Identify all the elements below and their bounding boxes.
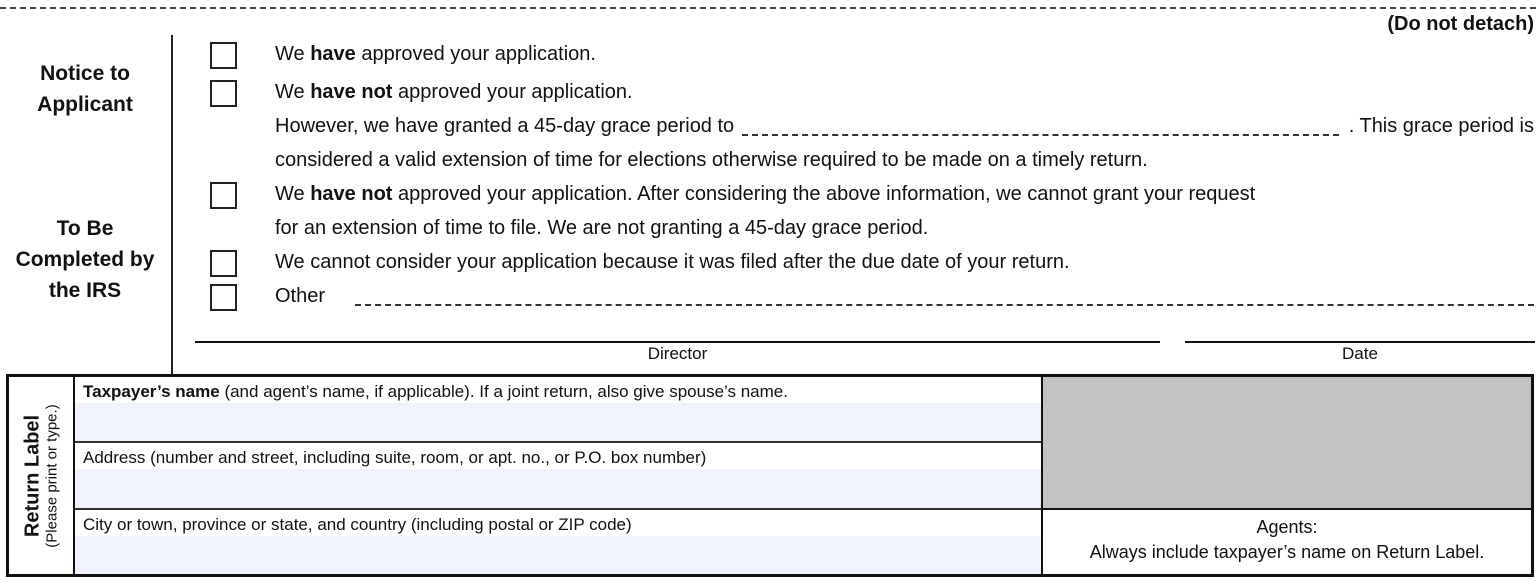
option-not-approved-no-grace-continuation: for an extension of time to file. We are not granting a 45-day grace period. <box>275 217 929 239</box>
date-signature-label: Date <box>1342 344 1378 363</box>
date-signature-line[interactable] <box>1185 341 1535 343</box>
option-cannot-consider <box>210 245 1534 279</box>
taxpayer-name-row <box>75 377 1041 441</box>
option-not-approved-no-grace <box>210 177 1534 245</box>
option-have-approved <box>210 37 1534 71</box>
option-have-approved-text: We have approved your application. <box>275 43 596 65</box>
return-label-right-column <box>1043 377 1531 574</box>
other-reason-blank[interactable] <box>355 304 1534 306</box>
return-label-fields <box>75 377 1043 574</box>
return-label-title: Return Label <box>21 414 44 537</box>
return-label-sidebar <box>9 377 75 574</box>
checkbox-not-approved-no-grace[interactable] <box>210 182 237 209</box>
agents-title: Agents: <box>1256 517 1318 537</box>
address-label: Address (number and street, including suite, room, or apt. no., or P.O. box number) <box>75 443 1041 469</box>
detach-separator-line <box>0 7 1536 9</box>
director-signature-line[interactable] <box>195 341 1160 343</box>
address-input[interactable] <box>75 469 1041 507</box>
grace-period-recipient-blank[interactable] <box>742 134 1339 136</box>
address-row <box>75 441 1041 507</box>
notice-checkbox-list <box>210 37 1534 313</box>
option-cannot-consider-text: We cannot consider your application because it was filed after the due date of your return. <box>275 251 1070 273</box>
to-be-completed-by-irs-label: To Be Completed by the IRS <box>15 217 155 302</box>
director-signature-label: Director <box>647 344 708 363</box>
checkbox-cannot-consider[interactable] <box>210 250 237 277</box>
city-input[interactable] <box>75 536 1041 574</box>
notice-to-applicant-label: Notice to Applicant <box>37 62 133 116</box>
other-label: Other <box>275 285 326 307</box>
do-not-detach-label: (Do not detach) <box>1387 13 1534 35</box>
checkbox-not-approved-grace[interactable] <box>210 80 237 107</box>
option-other <box>210 279 1534 313</box>
grace-period-line: However, we have granted a 45-day grace period to . This grace period is <box>275 115 1534 137</box>
checkbox-other[interactable] <box>210 284 237 311</box>
city-label: City or town, province or state, and country (including postal or ZIP code) <box>75 510 1041 536</box>
grace-period-continuation: considered a valid extension of time for elections otherwise required to be made on a timely return. <box>275 149 1148 171</box>
return-label-subtitle: (Please print or type.) <box>43 403 61 548</box>
agents-note: Always include taxpayer’s name on Return Label. <box>1089 542 1485 562</box>
option-not-approved-grace-text: We have not approved your application. <box>275 81 633 103</box>
agents-note-box <box>1043 510 1531 574</box>
taxpayer-name-input[interactable] <box>75 403 1041 441</box>
taxpayer-name-label: Taxpayer’s name (and agent’s name, if applicable). If a joint return, also give spouse’s name. <box>75 377 1041 403</box>
option-not-approved-grace <box>210 75 1534 177</box>
section-divider-line <box>171 35 173 374</box>
shaded-unused-area <box>1043 377 1531 510</box>
option-not-approved-no-grace-text: We have not approved your application. After considering the above information, we cannot grant your request <box>275 183 1256 205</box>
checkbox-have-approved[interactable] <box>210 42 237 69</box>
return-label-table <box>6 374 1534 577</box>
city-row <box>75 508 1041 574</box>
